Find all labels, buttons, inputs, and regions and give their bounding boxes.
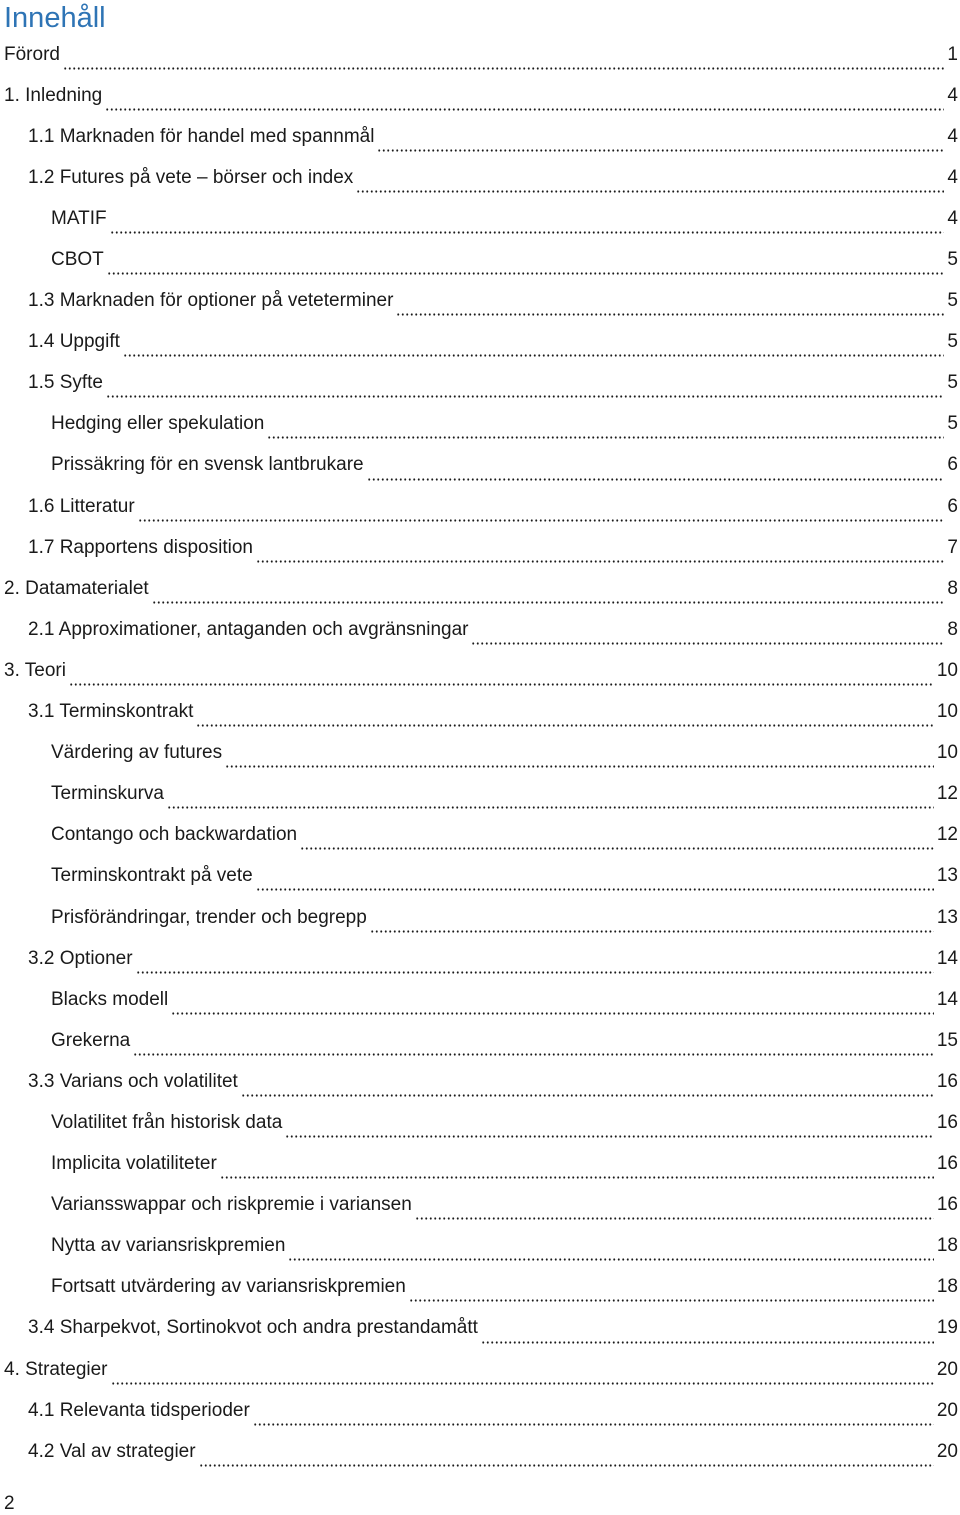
toc-entry[interactable] [0,733,960,774]
toc-entry[interactable] [0,1349,960,1390]
dot-leader [285,1130,934,1144]
toc-entry-page: 20 [936,1399,958,1421]
toc-entry[interactable] [0,1185,960,1226]
toc-entry-label: 1.3 Marknaden för optioner på veteterminer [28,290,394,312]
toc-entry-page: 20 [936,1358,958,1380]
dot-leader [377,143,944,157]
toc-entry-label: 2. Datamaterialet [4,577,149,599]
toc-entry-page: 16 [936,1153,958,1175]
dot-leader [167,801,934,815]
dot-leader [138,513,945,527]
dot-leader [69,678,934,692]
toc-entry-page: 7 [947,536,958,558]
toc-entry-label: Prissäkring för en svensk lantbrukare [51,454,364,476]
toc-entry[interactable] [0,527,960,568]
toc-entry-label: Förord [4,43,60,65]
dot-leader [481,1335,934,1349]
toc-entry-label: Hedging eller spekulation [51,413,265,435]
toc-entry-page: 5 [947,290,958,312]
toc-entry-page: 8 [947,618,958,640]
toc-entry-page: 1 [947,43,958,65]
toc-entry-page: 6 [947,454,958,476]
toc-entry-page: 4 [947,166,958,188]
toc-entry-page: 5 [947,372,958,394]
dot-leader [105,102,944,116]
toc-entry-label: 4.2 Val av strategier [28,1440,196,1462]
toc-entry-label: 4.1 Relevanta tidsperioder [28,1399,250,1421]
toc-heading: Innehåll [4,2,106,34]
dot-leader [225,760,934,774]
toc-entry[interactable] [0,34,960,75]
dot-leader [152,595,945,609]
toc-entry[interactable] [0,198,960,239]
toc-entry[interactable] [0,815,960,856]
toc-entry[interactable] [0,1020,960,1061]
dot-leader [136,965,934,979]
dot-leader [415,1212,934,1226]
toc-entry[interactable] [0,1144,960,1185]
toc-entry-page: 5 [947,249,958,271]
dot-leader [171,1006,934,1020]
dot-leader [367,472,945,486]
dot-leader [63,61,944,75]
toc-entry-label: 3. Teori [4,659,66,681]
toc-entry[interactable] [0,116,960,157]
toc-entry-label: 2.1 Approximationer, antaganden och avgränsningar [28,618,469,640]
dot-leader [300,842,934,856]
toc-entry[interactable] [0,692,960,733]
toc-entry-label: CBOT [51,249,104,271]
dot-leader [111,1376,934,1390]
toc-entry-page: 5 [947,331,958,353]
toc-entry[interactable] [0,486,960,527]
toc-entry[interactable] [0,1061,960,1102]
dot-leader [123,349,945,363]
toc-entry-page: 12 [936,783,958,805]
toc-entry-label: Värdering av futures [51,742,223,764]
toc-entry[interactable] [0,650,960,691]
toc-entry-label: 1. Inledning [4,84,103,106]
toc-entry[interactable] [0,938,960,979]
toc-entry-label: 1.6 Litteratur [28,495,135,517]
dot-leader [256,554,944,568]
toc-entry[interactable] [0,1267,960,1308]
toc-entry-label: 3.4 Sharpekvot, Sortinokvot och andra prestandamått [28,1317,478,1339]
toc-entry-label: Nytta av variansriskpremien [51,1235,286,1257]
toc-entry[interactable] [0,1390,960,1431]
toc-entry[interactable] [0,363,960,404]
toc-entry-page: 13 [936,906,958,928]
toc-entry[interactable] [0,1431,960,1472]
toc-entry-page: 16 [936,1111,958,1133]
page-number: 2 [4,1493,15,1514]
toc-entry-label: 3.2 Optioner [28,947,133,969]
toc-entry-label: Prisförändringar, trender och begrepp [51,906,367,928]
toc-entry-page: 14 [936,947,958,969]
toc-entry-label: Implicita volatiliteter [51,1153,217,1175]
toc-entry-label: 4. Strategier [4,1358,108,1380]
toc-entry[interactable] [0,281,960,322]
toc-entry-page: 6 [947,495,958,517]
toc-entry[interactable] [0,1308,960,1349]
toc-entry[interactable] [0,75,960,116]
dot-leader [110,225,945,239]
dot-leader [253,1417,934,1431]
dot-leader [267,431,944,445]
toc-entry-page: 10 [936,659,958,681]
toc-entry-page: 18 [936,1235,958,1257]
toc-entry-page: 4 [947,125,958,147]
toc-entry[interactable] [0,609,960,650]
toc-entry-label: 1.2 Futures på vete – börser och index [28,166,354,188]
toc-entry-page: 10 [936,742,958,764]
toc-entry-page: 5 [947,413,958,435]
toc-entry[interactable] [0,404,960,445]
toc-list [0,34,960,1472]
dot-leader [471,636,944,650]
toc-entry[interactable] [0,897,960,938]
toc-entry[interactable] [0,157,960,198]
dot-leader [409,1294,934,1308]
toc-entry-label: Fortsatt utvärdering av variansriskpremien [51,1276,406,1298]
dot-leader [196,719,933,733]
toc-entry[interactable] [0,774,960,815]
toc-entry-page: 4 [947,84,958,106]
toc-entry-label: Volatilitet från historisk data [51,1111,283,1133]
toc-entry[interactable] [0,1226,960,1267]
toc-entry-label: Contango och backwardation [51,824,298,846]
toc-entry[interactable] [0,445,960,486]
toc-entry-page: 4 [947,207,958,229]
toc-entry-page: 18 [936,1276,958,1298]
toc-entry[interactable] [0,979,960,1020]
toc-entry[interactable] [0,322,960,363]
toc-entry[interactable] [0,1102,960,1143]
toc-entry-label: Terminskurva [51,783,164,805]
dot-leader [356,184,944,198]
toc-entry-page: 16 [936,1194,958,1216]
toc-entry-page: 20 [936,1440,958,1462]
toc-entry[interactable] [0,856,960,897]
toc-entry-page: 10 [936,701,958,723]
dot-leader [396,308,944,322]
dot-leader [370,924,934,938]
toc-entry-label: 1.1 Marknaden för handel med spannmål [28,125,375,147]
dot-leader [107,267,945,281]
dot-leader [199,1458,934,1472]
toc-entry-page: 16 [936,1070,958,1092]
toc-entry-label: Blacks modell [51,988,169,1010]
dot-leader [256,883,934,897]
toc-entry-page: 8 [947,577,958,599]
dot-leader [288,1253,933,1267]
toc-entry-label: 3.3 Varians och volatilitet [28,1070,238,1092]
toc-entry[interactable] [0,568,960,609]
toc-entry-label: Variansswappar och riskpremie i variansen [51,1194,412,1216]
dot-leader [133,1047,934,1061]
toc-entry-label: 3.1 Terminskontrakt [28,701,194,723]
toc-entry-label: 1.4 Uppgift [28,331,120,353]
toc-entry-page: 12 [936,824,958,846]
toc-entry-page: 14 [936,988,958,1010]
dot-leader [220,1171,934,1185]
toc-entry-label: Terminskontrakt på vete [51,865,253,887]
dot-leader [106,390,944,404]
toc-entry-page: 19 [936,1317,958,1339]
toc-entry-page: 15 [936,1029,958,1051]
toc-entry-label: Grekerna [51,1029,131,1051]
toc-entry-label: MATIF [51,207,107,229]
toc-entry-label: 1.5 Syfte [28,372,103,394]
toc-entry[interactable] [0,239,960,280]
toc-entry-label: 1.7 Rapportens disposition [28,536,253,558]
dot-leader [241,1088,934,1102]
toc-entry-page: 13 [936,865,958,887]
